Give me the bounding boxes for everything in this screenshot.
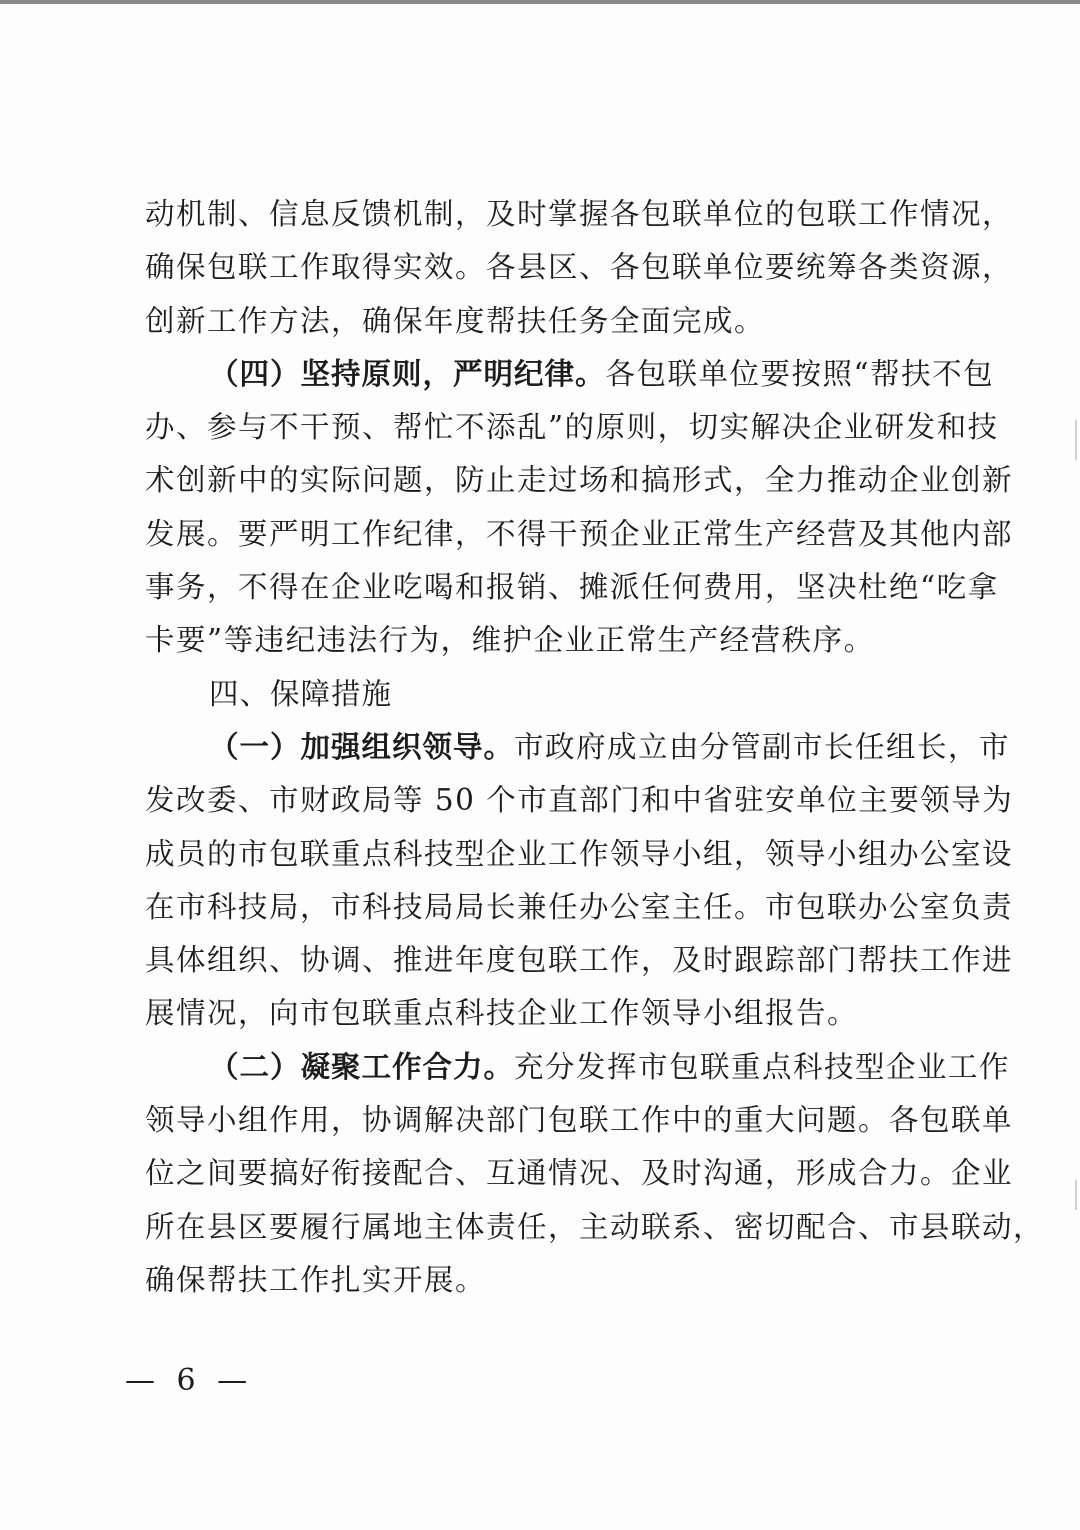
text-line: 创新工作方法，确保年度帮扶任务全面完成。 bbox=[145, 303, 766, 338]
text-line: 事务，不得在企业吃喝和报销、摊派任何费用，坚决杜绝“吃拿 bbox=[145, 570, 999, 605]
text-run: 市政府成立由分管副市长任组长，市 bbox=[514, 729, 1011, 764]
text-run: 充分发挥市包联重点科技型企业工作 bbox=[514, 1049, 1011, 1084]
paragraph-heading: （二）凝聚工作合力。 bbox=[209, 1049, 515, 1084]
paragraph-synergy bbox=[145, 1041, 1045, 1307]
text-line: 发展。要严明工作纪律，不得干预企业正常生产经营及其他内部 bbox=[145, 516, 1014, 551]
text-line: 确保包联工作取得实效。各县区、各包联单位要统筹各类资源， bbox=[145, 250, 1014, 285]
text-line: 位之间要搞好衔接配合、互通情况、及时沟通，形成合力。企业 bbox=[145, 1156, 1014, 1191]
top-border bbox=[0, 0, 1080, 4]
text-line bbox=[145, 1041, 1011, 1094]
section-title: 四、保障措施 bbox=[209, 676, 393, 711]
text-line: 所在县区要履行属地主体责任，主动联系、密切配合、市县联动， bbox=[145, 1209, 1045, 1244]
text-line: 在市科技局，市科技局局长兼任办公室主任。市包联办公室负责 bbox=[145, 889, 1014, 924]
text-line: 动机制、信息反馈机制，及时掌握各包联单位的包联工作情况， bbox=[145, 197, 1014, 231]
paragraph-organization bbox=[145, 721, 1014, 1041]
text-run: 各包联单位要按照“帮扶不包 bbox=[605, 356, 995, 391]
text-line: 展情况，向市包联重点科技企业工作领导小组报告。 bbox=[145, 996, 859, 1031]
text-line: 具体组织、协调、推进年度包联工作，及时跟踪部门帮扶工作进 bbox=[145, 943, 1014, 978]
text-line: 发改委、市财政局等 50 个市直部门和中省驻安单位主要领导为 bbox=[145, 783, 1014, 818]
scan-edge-mark bbox=[1075, 420, 1077, 460]
text-line: 成员的市包联重点科技型企业工作领导小组，领导小组办公室设 bbox=[145, 836, 1014, 871]
text-line: 卡要”等违纪违法行为，维护企业正常生产经营秩序。 bbox=[145, 623, 875, 658]
text-line bbox=[145, 721, 1011, 774]
paragraph-intro bbox=[145, 188, 1014, 348]
scan-edge-mark bbox=[1075, 1180, 1077, 1210]
paragraph-heading: （一）加强组织领导。 bbox=[209, 729, 515, 764]
paragraph-principles bbox=[145, 348, 1014, 668]
text-line: 术创新中的实际问题，防止走过场和搞形式，全力推动企业创新 bbox=[145, 463, 1014, 498]
text-line: 办、参与不干预、帮忙不添乱”的原则，切实解决企业研发和技 bbox=[145, 410, 999, 445]
page-number: — 6 — bbox=[125, 1363, 254, 1398]
text-line: 领导小组作用，协调解决部门包联工作中的重大问题。各包联单 bbox=[145, 1103, 1014, 1138]
text-line: 确保帮扶工作扎实开展。 bbox=[145, 1262, 487, 1297]
document-body bbox=[145, 188, 1045, 1307]
paragraph-heading: （四）坚持原则，严明纪律。 bbox=[209, 356, 606, 391]
text-line bbox=[145, 348, 995, 401]
